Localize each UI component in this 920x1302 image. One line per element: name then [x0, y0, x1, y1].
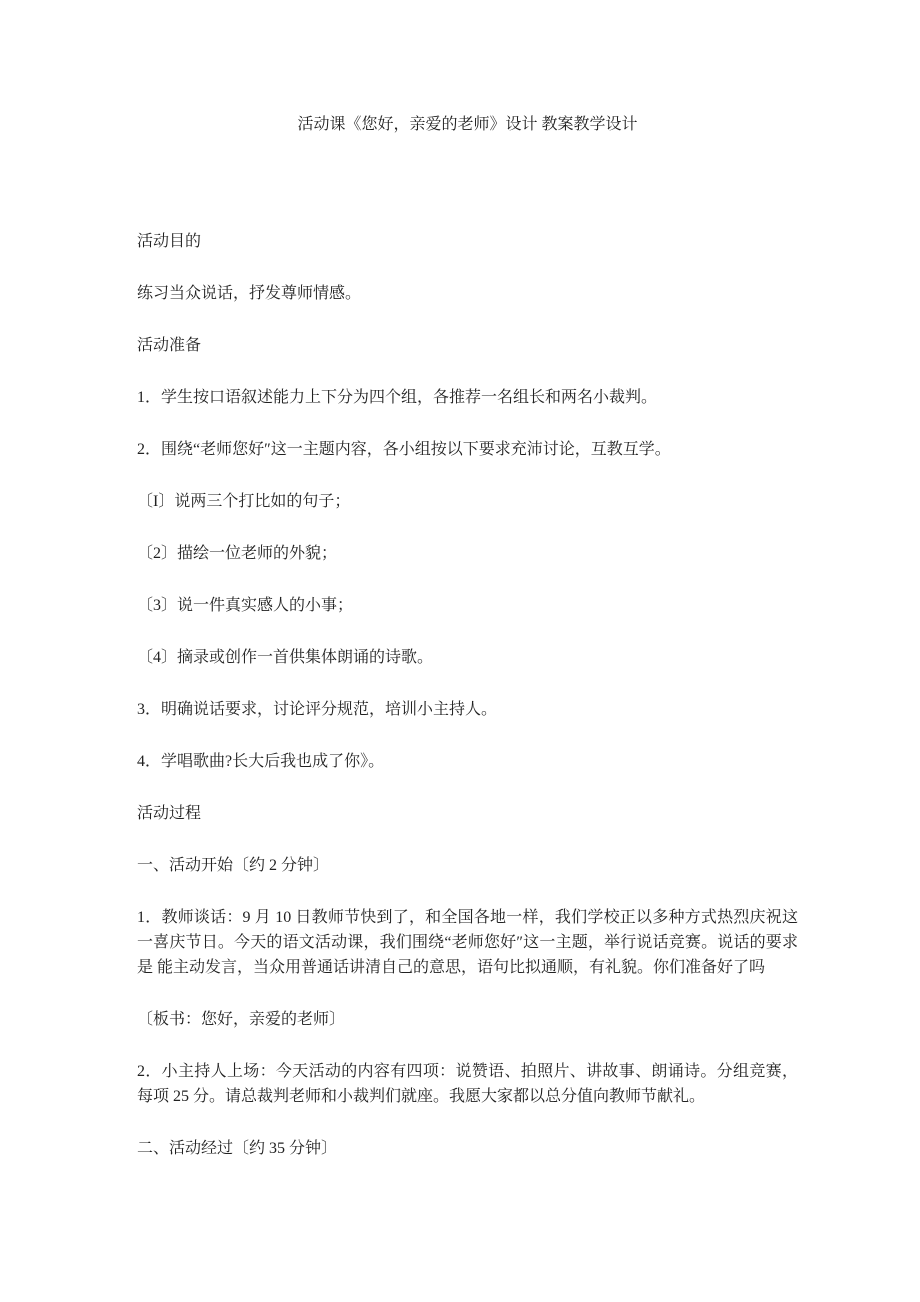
paragraph: 4．学唱歌曲?长大后我也成了你》。	[137, 753, 385, 770]
paragraph: 2．围绕“老师您好″这一主题内容，各小组按以下要求充沛讨论，互教互学。	[137, 441, 671, 458]
paragraph: 活动准备	[137, 337, 202, 354]
paragraph: 二、活动经过〔约 35 分钟〕	[137, 1140, 338, 1157]
paragraph: 练习当众说话，抒发尊师情感。	[137, 285, 362, 302]
paragraph: 〔板书：您好，亲爱的老师〕	[137, 1011, 346, 1028]
paragraph: 3．明确说话要求，讨论评分规范，培训小主持人。	[137, 701, 498, 718]
paragraph: 活动目的	[137, 233, 202, 250]
paragraph: 1．教师谈话：9 月 10 日教师节快到了，和全国各地一样，我们学校正以多种方式热烈庆祝这一喜庆节日。今天的语文活动课，我们围绕“老师您好″这一主题，举行说话竞赛。说话的要求是 能主动发言，当众用普通话讲清自己的意思，语句比拟通顺，有礼貌。你们准备好了吗	[137, 909, 798, 976]
paragraph: 2．小主持人上场：今天活动的内容有四项：说赞语、拍照片、讲故事、朗诵诗。分组竞赛，每项 25 分。请总裁判老师和小裁判们就座。我愿大家都以总分值向教师节献礼。	[137, 1063, 798, 1105]
document-body	[137, 229, 798, 1161]
paragraph: 〔3〕说一件真实感人的小事；	[137, 597, 354, 614]
paragraph: 〔2〕描绘一位老师的外貌；	[137, 545, 338, 562]
paragraph: 1．学生按口语叙述能力上下分为四个组，各推荐一名组长和两名小裁判。	[137, 389, 658, 406]
document-title: 活动课《您好，亲爱的老师》设计 教案教学设计	[297, 116, 638, 133]
paragraph: 一、活动开始〔约 2 分钟〕	[137, 857, 330, 874]
paragraph: 〔I〕说两三个打比如的句子；	[137, 493, 351, 510]
paragraph: 〔4〕摘录或创作一首供集体朗诵的诗歌。	[137, 649, 434, 666]
paragraph: 活动过程	[137, 805, 202, 822]
